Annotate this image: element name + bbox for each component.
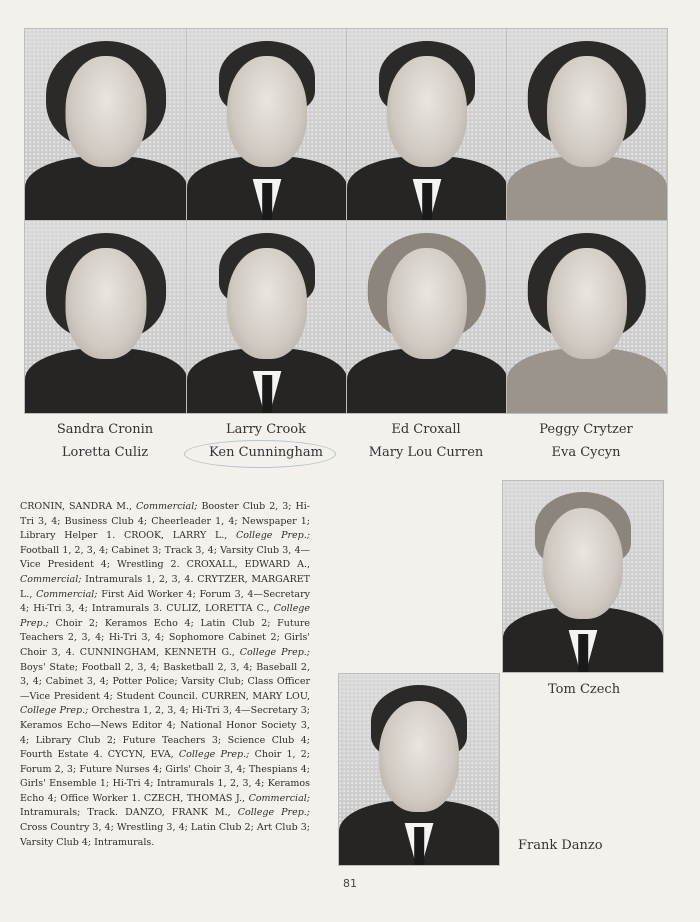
portrait-tie	[578, 634, 588, 672]
bio-name: CROXALL, EDWARD A.,	[179, 559, 310, 571]
bio-activities: Intramurals 1, 2, 3, 4.	[81, 573, 194, 585]
portrait-loretta-culiz	[24, 220, 188, 414]
portrait-tie	[422, 183, 432, 221]
bio-course: Commercial;	[36, 588, 98, 600]
caption-larry-crook: Larry Crook	[226, 422, 306, 437]
bio-activities: Boys' State; Football 2, 3, 4; Basketball 2, 3, 4; Baseball 2, 3, 4; Cabinet 3, 4; Potter Police; Varsity Club; Class Officer—Vice President 4; Student Council.	[20, 661, 310, 702]
caption-peggy-crytzer: Peggy Crytzer	[539, 422, 633, 437]
portrait-eva-cycyn	[506, 220, 668, 414]
portrait-face	[66, 248, 147, 359]
bio-activities: Intramurals; Track.	[20, 807, 119, 819]
portrait-face	[547, 56, 627, 167]
portrait-face	[66, 56, 147, 167]
bio-course: Commercial;	[20, 573, 82, 585]
bio-course: College Prep.;	[20, 705, 89, 717]
caption-ken-cunningham: Ken Cunningham	[209, 445, 323, 460]
portrait-face	[543, 508, 623, 619]
caption-loretta-culiz: Loretta Culiz	[61, 445, 149, 460]
bio-name: CURREN, MARY LOU,	[197, 690, 310, 702]
portrait-sandra-cronin	[24, 28, 188, 222]
caption-frank-danzo: Frank Danzo	[518, 838, 603, 853]
caption-mary-lou-curren: Mary Lou Curren	[368, 445, 484, 460]
bio-course: Commercial;	[248, 792, 310, 804]
caption-eva-cycyn: Eva Cycyn	[551, 445, 621, 460]
biography-text	[20, 500, 310, 850]
bio-course: Commercial;	[136, 501, 198, 512]
bio-course: College Prep.;	[239, 646, 310, 658]
bio-course: College Prep.;	[178, 749, 250, 761]
portrait-face	[387, 56, 467, 167]
bio-activities: Booster Club 2, 3; Hi-Tri 3, 4; Business Club 4; Cheerleader 1, 4; Newspaper 1; Library Helper 1.	[20, 501, 310, 542]
bio-course: College Prep.;	[237, 807, 311, 819]
bio-activities: First Aid Worker 4; Forum 3, 4—Secretary 4; Hi-Tri 3, 4; Intramurals 3.	[20, 588, 310, 615]
bio-name: DANZO, FRANK M.,	[118, 807, 231, 819]
bio-name: CULIZ, LORETTA C.,	[162, 603, 270, 615]
portrait-tom-czech	[502, 480, 664, 673]
caption-sandra-cronin: Sandra Cronin	[56, 422, 154, 437]
portrait-face	[547, 248, 627, 359]
portrait-tie	[262, 375, 272, 413]
bio-activities: Football 1, 2, 3, 4; Cabinet 3; Track 3, 4; Varsity Club 3, 4—Vice President 4; Wrestling 2.	[20, 544, 310, 571]
portrait-ed-croxall	[346, 28, 508, 222]
caption-ed-croxall: Ed Croxall	[391, 422, 461, 437]
portrait-larry-crook	[186, 28, 348, 222]
bio-activities: Cross Country 3, 4; Wrestling 3, 4; Latin Club 2; Art Club 3; Varsity Club 4; Intramurals.	[20, 822, 310, 848]
portrait-mary-lou-curren	[346, 220, 508, 414]
portrait-peggy-crytzer	[506, 28, 668, 222]
page-number: 81	[343, 877, 357, 890]
bio-name: CROOK, LARRY L.,	[115, 530, 228, 542]
portrait-face	[379, 701, 459, 812]
bio-activities: Choir 1, 2; Forum 2, 3; Future Nurses 4; Girls' Choir 3, 4; Thespians 4; Girls' Ensemble 1; Hi-Tri 4; Intramurals 1, 2, 3, 4; Keramos Echo 4; Office Worker 1.	[20, 749, 310, 804]
portrait-face	[227, 248, 307, 359]
portrait-face	[387, 248, 467, 359]
bio-name: CUNNINGHAM, KENNETH G.,	[74, 646, 235, 658]
bio-name: CYCYN, EVA,	[102, 749, 174, 761]
bio-name: CRYTZER, MARGARET L.,	[20, 573, 310, 600]
bio-course: College Prep.;	[20, 603, 311, 629]
portrait-ken-cunningham	[186, 220, 348, 414]
caption-tom-czech: Tom Czech	[548, 682, 621, 697]
bio-course: College Prep.;	[236, 530, 310, 542]
bio-activities: Choir 2; Keramos Echo 4; Latin Club 2; Future Teachers 2, 3, 4; Hi-Tri 3, 4; Sophomore Cabinet 2; Girls' Choir 3, 4.	[20, 617, 310, 658]
bio-name: CRONIN, SANDRA M.,	[20, 501, 133, 512]
portrait-tie	[262, 183, 272, 221]
bio-name: CZECH, THOMAS J.,	[140, 792, 246, 804]
portrait-face	[227, 56, 307, 167]
portrait-tie	[414, 827, 424, 865]
bio-activities: Orchestra 1, 2, 3, 4; Hi-Tri 3, 4—Secretary 3; Keramos Echo—News Editor 4; National Honor Society 3, 4; Library Club 2; Future Teachers 3; Science Club 4; Fourth Estate 4.	[20, 705, 310, 761]
portrait-frank-danzo	[338, 673, 500, 866]
